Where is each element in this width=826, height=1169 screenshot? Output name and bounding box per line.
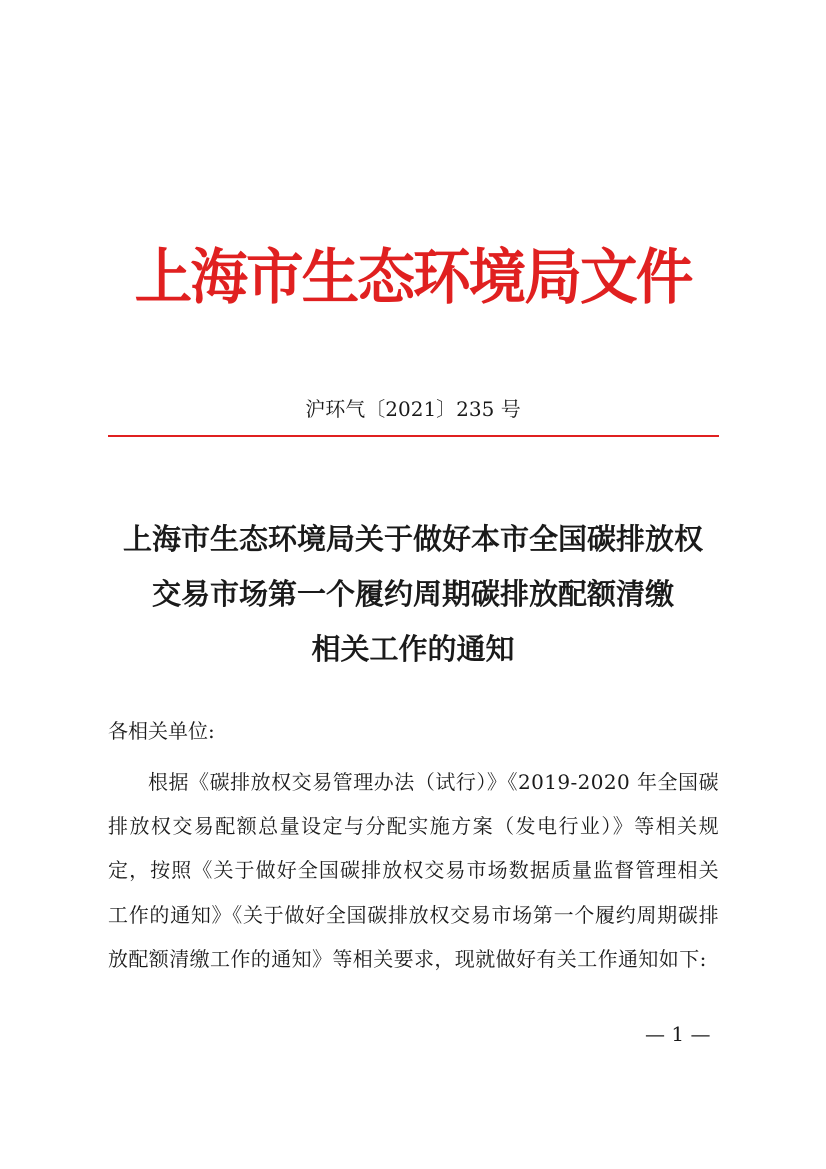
masthead-title: 上海市生态环境局文件 [134,243,692,313]
page-number: — 1 — [645,1022,711,1046]
notice-title [90,512,736,677]
body-paragraph: 根据《碳排放权交易管理办法（试行）》《2019-2020 年全国碳排放权交易配额总量设定与分配实施方案（发电行业）》等相关规定，按照《关于做好全国碳排放权交易市场数据质量监督管理相关工作的通知》《关于做好全国碳排放权交易市场第一个履约周期碳排放配额清缴工作的通知》等相关要求，现就做好有关工作通知如下: [108,770,719,971]
red-divider-line [108,435,719,437]
notice-title-line-2: 交易市场第一个履约周期碳排放配额清缴 [151,577,674,611]
document-number: 沪环气〔2021〕235 号 [305,397,521,421]
addressee: 各相关单位: [108,719,215,743]
notice-title-line-3: 相关工作的通知 [311,632,515,666]
notice-title-line-1: 上海市生态环境局关于做好本市全国碳排放权 [122,522,703,556]
